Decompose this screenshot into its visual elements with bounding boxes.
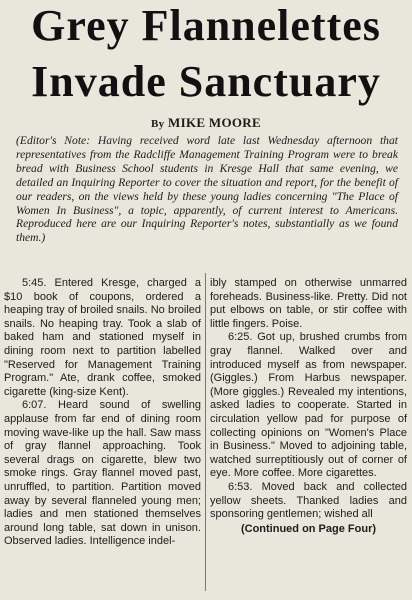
column-divider [205, 273, 206, 591]
article-column-left [4, 277, 201, 549]
paragraph: 6:53. Moved back and collected yellow sheets. Thanked ladies and sponsoring gentlemen; wished all [210, 480, 407, 521]
paragraph: 6:25. Got up, brushed crumbs from gray flannel. Walked over and introduced myself as from newspaper. (Giggles.) From Harbus newspaper. (More giggles.) Revealed my intentions, asked ladies to cooperate. Started in circulation yellow pad for purpose of collecting opinions on "Women's Place in Business." Moved to adjoining table, watched surreptitiously out of corner of eye. More coffee. More cigarettes. [210, 331, 407, 480]
continued-notice: (Continued on Page Four) [240, 522, 377, 535]
paragraph: 5:45. Entered Kresge, charged a $10 book of coupons, ordered a heaping tray of broiled snails. No broiled snails. No heaping tray. Took a slab of baked ham and stationed myself in dining room next to partition labelled "Reserved for Management Training Program." Ate, drank coffee, smoked cigarette (king-size Kent). [4, 277, 201, 398]
paragraph: ibly stamped on otherwise unmarred foreheads. Business-like. Pretty. Did not put elbows on table, or stir coffee with little fingers. Poise. [210, 277, 407, 330]
byline-prefix: By [151, 118, 165, 130]
editor-note: (Editor's Note: Having received word late last Wednesday afternoon that representatives from the Radcliffe Management Training Program were to break bread with Business School students in Kresge Hall that same evening, we detailed an Inquiring Reporter to cover the situation and report, for the benefit of our readers, on the views held by these young ladies concerning "The Place of Women In Business", a topic, apparently, of current interest to Americans. Reproduced here are our Inquiring Reporter's notes, substantially as we found them.) [16, 134, 398, 245]
byline-author: MIKE MOORE [168, 115, 261, 130]
paragraph: 6:07. Heard sound of swelling applause from far end of dining room moving wave-like up the hall. Saw mass of gray flannel approaching. Took several drags on cigarette, blew two smoke rings. Gray flannel moved past, unruffled, to partition. Partition moved away by several flanneled young men; ladies and men stationed themselves around long table, sat down in unison. Observed ladies. Intelligence indel- [4, 399, 201, 548]
article-column-right [210, 277, 407, 536]
byline [0, 115, 412, 131]
headline-line-1: Grey Flannelettes [31, 1, 381, 50]
headline-line-2: Invade Sanctuary [31, 57, 381, 106]
